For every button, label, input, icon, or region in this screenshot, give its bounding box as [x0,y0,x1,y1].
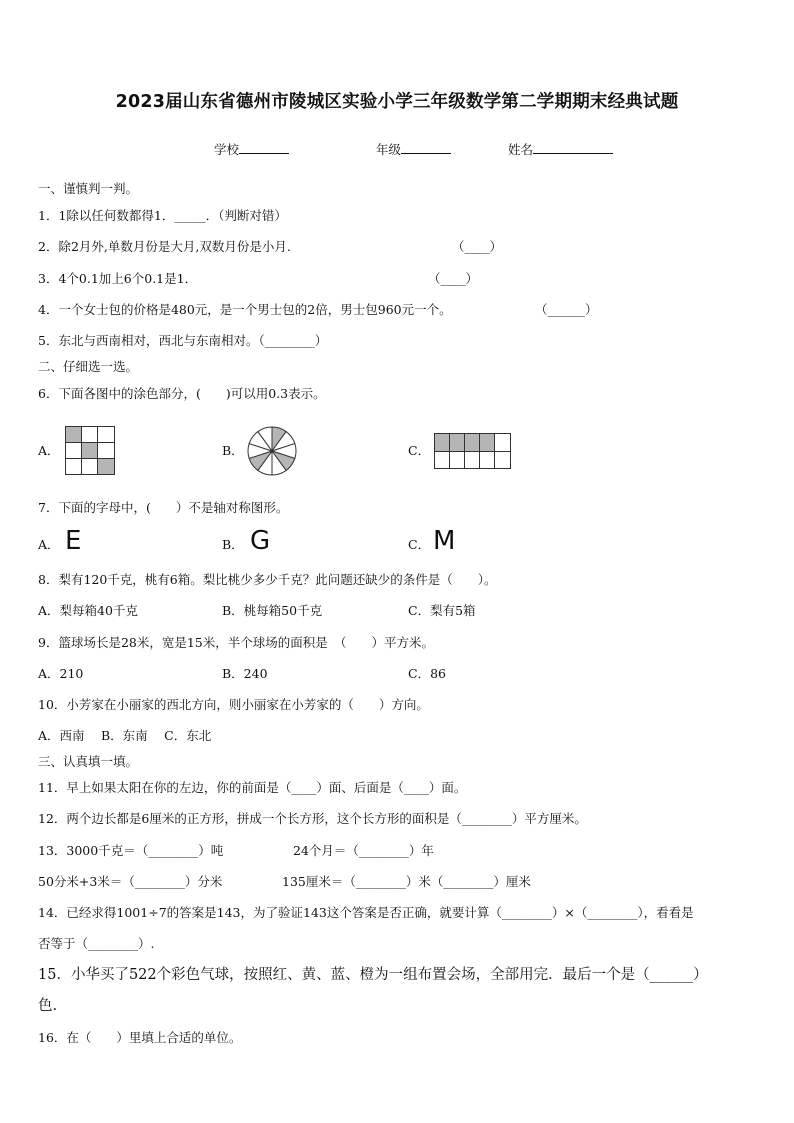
section-2-heading: 二、仔细选一选。 [38,359,139,374]
q9-option-b: B．240 [222,666,268,681]
page-title: 2023届山东省德州市陵城区实验小学三年级数学第二学期期末经典试题 [115,92,679,112]
question-5: 5．东北与西南相对，西北与东南相对。（________） [38,333,328,348]
question-13-part-4: 135厘米＝（________）米（________）厘米 [282,874,531,889]
section-3-heading: 三、认真填一填。 [38,754,139,769]
q7-option-b-label: B． [222,537,244,552]
question-16: 16．在（ ）里填上合适的单位。 [38,1030,242,1045]
q9-option-c: C．86 [408,666,446,681]
question-1: 1．1除以任何数都得1．_____．（判断对错） [38,208,287,223]
question-10: 10．小芳家在小丽家的西北方向，则小丽家在小芳家的（ ）方向。 [38,697,429,712]
q8-option-c: C．梨有5箱 [408,603,476,618]
grade-field [376,140,451,158]
q10-options: A．西南 B．东南 C．东北 [38,728,212,743]
question-13-part-2: 24个月＝（________）年 [293,843,434,858]
q6-option-c-label: C． [408,443,431,458]
q7-letter-m: M [433,526,456,556]
question-3-answer: （____） [428,271,479,286]
question-13-part-3: 50分米+3米＝（________）分米 [38,874,223,889]
q6-circle-figure-b [246,425,298,477]
q7-option-c-label: C． [408,537,431,552]
question-6: 6．下面各图中的涂色部分，( )可以用0.3表示。 [38,386,326,401]
question-14-line-2: 否等于（________）. [38,936,155,951]
q9-option-a: A．210 [38,666,84,681]
question-14-line-1: 14．已经求得1001÷7的答案是143，为了验证143这个答案是否正确，就要计算（________）×（________），看看是 [38,905,694,920]
school-blank [239,140,289,154]
question-15-line-2: 色. [38,998,58,1014]
question-9: 9．篮球场长是28米，宽是15米，半个球场的面积是 （ ）平方米。 [38,635,435,650]
q8-option-a: A．梨每箱40千克 [38,603,138,618]
question-3: 3．4个0.1加上6个0.1是1． [38,271,198,286]
question-7: 7．下面的字母中，( ）不是轴对称图形。 [38,500,289,515]
q6-option-b-label: B． [222,443,244,458]
question-2: 2．除2月外,单数月份是大月,双数月份是小月. [38,239,291,254]
q8-option-b: B．桃每箱50千克 [222,603,323,618]
question-11: 11．早上如果太阳在你的左边，你的前面是（____）面、后面是（____）面。 [38,780,467,795]
question-12: 12．两个边长都是6厘米的正方形，拼成一个长方形，这个长方形的面积是（________）平方厘米。 [38,811,587,826]
grade-blank [401,140,451,154]
question-4-answer: （______） [535,302,598,317]
question-15-line-1: 15．小华买了522个彩色气球，按照红、黄、蓝、橙为一组布置会场，全部用完．最后一个是（______） [38,967,708,983]
q7-letter-e: E [65,526,82,556]
q7-letter-g: G [250,526,271,556]
section-1-heading: 一、谨慎判一判。 [38,181,139,196]
q6-strip-figure-c [434,433,514,470]
question-4: 4．一个女士包的价格是480元，是一个男士包的2倍，男士包960元一个。 [38,302,452,317]
school-label: 学校 [214,142,240,157]
school-field [214,140,289,158]
name-field [508,140,613,158]
question-13-part-1: 13．3000千克＝（________）吨 [38,843,224,858]
grade-label: 年级 [376,142,402,157]
q7-option-a-label: A． [38,537,60,552]
question-2-answer: （____） [452,239,503,254]
q6-grid-figure-a [65,426,117,476]
name-label: 姓名 [508,142,534,157]
name-blank [533,140,613,154]
q6-option-a-label: A． [38,443,60,458]
question-8: 8．梨有120千克，桃有6箱。梨比桃少多少千克？此问题还缺少的条件是（ ）。 [38,572,497,587]
